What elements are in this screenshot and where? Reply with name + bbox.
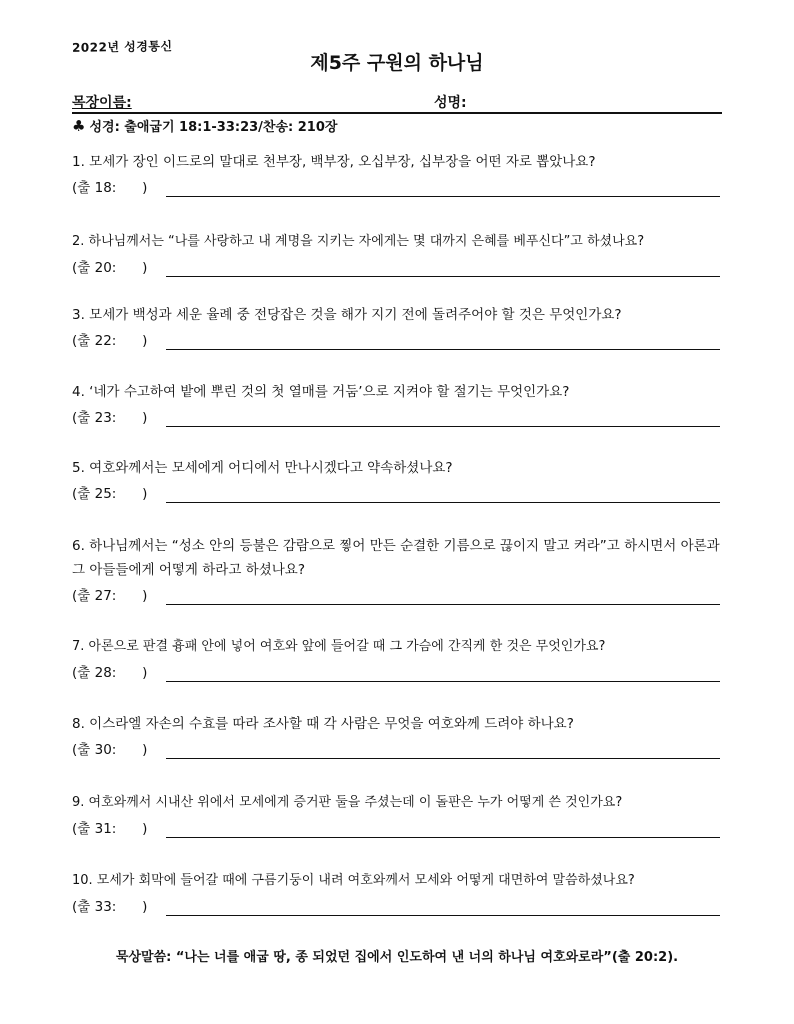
question-text: 9. 여호와께서 시내산 위에서 모세에게 증거판 둘을 주셨는데 이 돌판은 누가 어떻게 쓴 것인가요? <box>72 795 623 810</box>
answer-line[interactable] <box>166 758 720 759</box>
question-3 <box>72 303 732 353</box>
answer-reference: (출 27: ) <box>72 588 148 604</box>
question-text: 5. 여호와께서는 모세에게 어디에서 만나시겠다고 약속하셨나요? <box>72 460 453 476</box>
name-label: 성명: <box>434 95 467 111</box>
answer-line[interactable] <box>166 681 720 682</box>
answer-reference: (출 28: ) <box>72 665 148 681</box>
question-4 <box>72 380 732 430</box>
answer-row <box>72 256 732 280</box>
answer-line[interactable] <box>166 276 720 277</box>
question-6 <box>72 534 732 608</box>
answer-reference: (출 30: ) <box>72 742 148 758</box>
answer-line[interactable] <box>166 502 720 503</box>
page-title: 제5주 구원의 하나님 <box>310 52 484 74</box>
answer-line[interactable] <box>166 196 720 197</box>
pastor-label: 목장이름: <box>72 95 132 111</box>
scripture-reading <box>72 116 337 135</box>
question-text: 8. 이스라엘 자손의 수효를 따라 조사할 때 각 사람은 무엇을 여호와께 드려야 하나요? <box>72 716 574 732</box>
answer-row <box>72 176 732 200</box>
question-2 <box>72 230 732 280</box>
answer-row <box>72 482 732 506</box>
question-text: 3. 모세가 백성과 세운 율례 중 전당잡은 것을 해가 지기 전에 돌려주어야 할 것은 무엇인가요? <box>72 307 622 323</box>
question-10 <box>72 869 732 919</box>
answer-row <box>72 584 732 608</box>
answer-row <box>72 895 732 919</box>
answer-line[interactable] <box>166 349 720 350</box>
question-text: 4. ‘네가 수고하여 밭에 뿌린 것의 첫 열매를 거둠’으로 지켜야 할 절기는 무엇인가요? <box>72 384 570 400</box>
answer-reference: (출 33: ) <box>72 899 148 915</box>
question-7 <box>72 635 732 685</box>
answer-reference: (출 25: ) <box>72 486 148 502</box>
question-1 <box>72 150 732 200</box>
newsletter-tag: 2022년 성경통신 <box>71 39 173 55</box>
answer-line[interactable] <box>166 604 720 605</box>
memory-verse: 묵상말씀: “나는 너를 애굽 땅, 종 되었던 집에서 인도하여 낸 너의 하나님 여호와로라”(출 20:2). <box>115 950 679 965</box>
question-text: 6. 하나님께서는 “성소 안의 등불은 감람으로 찧어 만든 순결한 기름으로 끊이지 말고 켜라”고 하시면서 아론과 그 아들들에게 어떻게 하라고 하셨나요? <box>72 538 720 578</box>
answer-reference: (출 20: ) <box>72 260 148 276</box>
scripture-text: 성경: 출애굽기 18:1-33:23/찬송: 210장 <box>89 120 338 135</box>
info-row <box>72 92 722 114</box>
answer-reference: (출 23: ) <box>72 410 148 426</box>
answer-row <box>72 817 732 841</box>
question-text: 2. 하나님께서는 “나를 사랑하고 내 계명을 지키는 자에게는 몇 대까지 은혜를 베푸신다”고 하셨나요? <box>72 234 645 249</box>
answer-reference: (출 31: ) <box>72 821 148 837</box>
question-8 <box>72 712 732 762</box>
answer-row <box>72 406 732 430</box>
answer-line[interactable] <box>166 837 720 838</box>
question-9 <box>72 791 732 841</box>
club-icon: ♣ <box>72 117 86 135</box>
question-text: 10. 모세가 회막에 들어갈 때에 구름기둥이 내려 여호와께서 모세와 어떻게 대면하여 말씀하셨나요? <box>72 873 635 888</box>
answer-row <box>72 329 732 353</box>
question-5 <box>72 456 732 506</box>
answer-row <box>72 738 732 762</box>
answer-line[interactable] <box>166 426 720 427</box>
question-text: 1. 모세가 장인 이드로의 말대로 천부장, 백부장, 오십부장, 십부장을 어떤 자로 뽑았나요? <box>72 154 596 170</box>
answer-row <box>72 661 732 685</box>
answer-reference: (출 18: ) <box>72 180 148 196</box>
answer-line[interactable] <box>166 915 720 916</box>
answer-reference: (출 22: ) <box>72 333 148 349</box>
question-text: 7. 아론으로 판결 흉패 안에 넣어 여호와 앞에 들어갈 때 그 가슴에 간직케 한 것은 무엇인가요? <box>72 639 606 654</box>
